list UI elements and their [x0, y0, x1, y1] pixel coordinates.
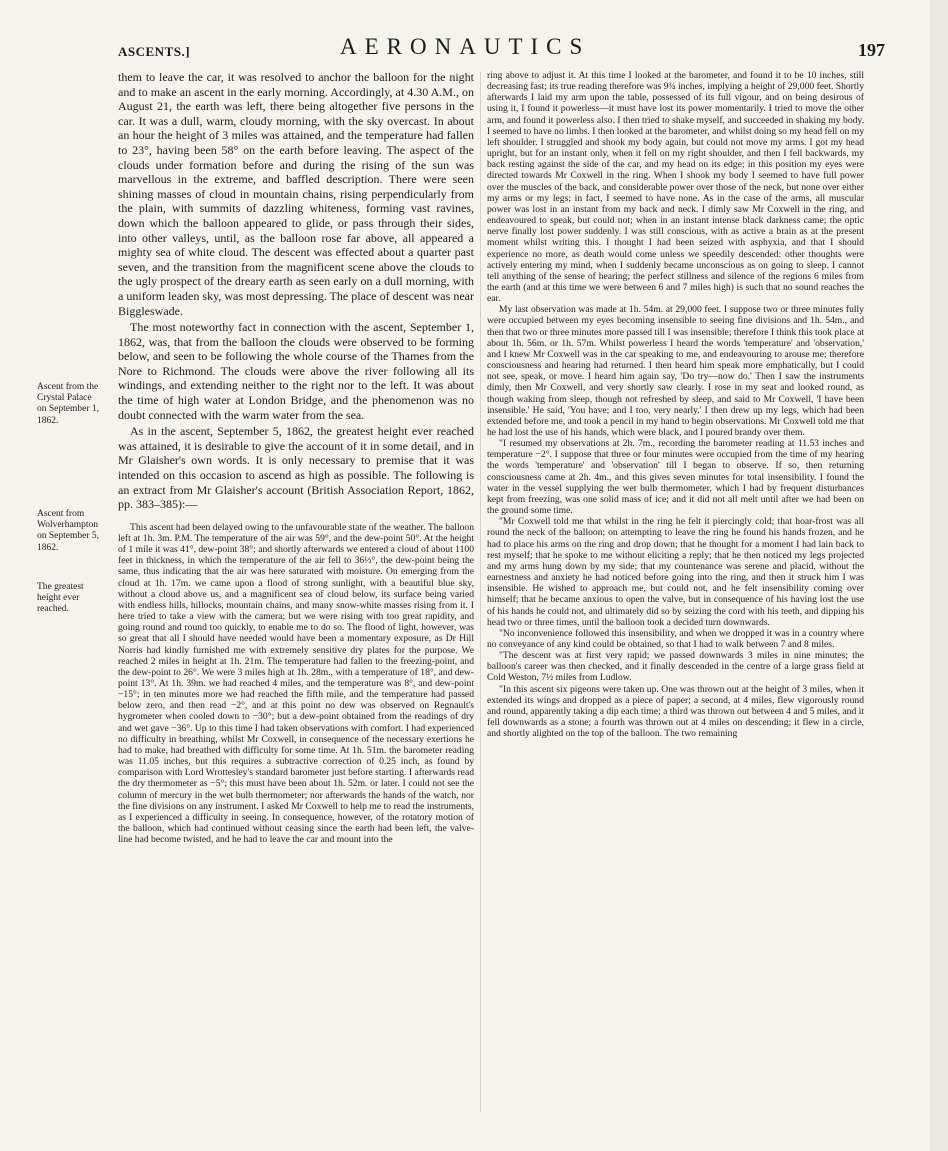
paragraph: The most noteworthy fact in connection with the ascent, September 1, 1862, was, that from the balloon the clouds were observed to be forming below, and seen to be following the whole course of the Thames from the Nore to Richmond. The clouds were above the river following all its windings, and extending neither to the right nor to the left. It was about the time of high water at London Bridge, and the phenomenon was no doubt connected with the warm water from the sea.	[118, 320, 474, 422]
page-number: 197	[858, 40, 885, 60]
paragraph: As in the ascent, September 5, 1862, the greatest height ever reached was attained, it is desirable to give the account of it in some detail, and in Mr Glaisher's own words. It is only necessary to premise that it was intended on this occasion to ascend as high as possible. The following is an extract from Mr Glaisher's account (British Association Report, 1862, pp. 383–385):—	[118, 424, 474, 512]
page-edge-shadow	[930, 0, 948, 1151]
paragraph: them to leave the car, it was resolved to anchor the balloon for the night and to make an ascent in the early morning. Accordingly, at 4.30 A.M., on August 21, the earth was left, there being altogether five persons in the car. It was a dull, warm, cloudy morning, with the sky overcast. In about an hour the height of 3 miles was attained, and the temperature had fallen to 23°, having been 58° on the earth before leaving. The aspect of the clouds under formation before and during the rising of the sun was marvellous in the extreme, and baffled description. There were seen shining masses of cloud in mountain chains, rising perpendicularly from the plain, with summits of dazzling whiteness, forming vast ravines, down which the balloon appeared to glide, or pass through their sides, into other valleys, until, as the balloon rose far above, all appeared a mighty sea of white cloud. The descent was effected about a quarter past seven, and the transition from the magnificent scene above the clouds to the ugly prospect of the dreary earth as seen early on a dull morning, with a uniform leaden sky, was most depressing. The place of descent was near Biggleswade.	[118, 70, 474, 318]
running-head-section: ASCENTS.]	[118, 44, 191, 59]
paragraph: "The descent was at first very rapid; we passed downwards 3 miles in nine minutes; the balloon's career was then checked, and it finally descended in the centre of a large grass field at Cold Weston, 7½ miles from Ludlow.	[487, 650, 864, 684]
paragraph: ring above to adjust it. At this time I looked at the barometer, and found it to be 10 inches, still decreasing fast; its true reading therefore was 9¾ inches, implying a height of 29,000 feet. Shortly afterwards I laid my arm upon the table, possessed of its full vigour, and on being desirous of using it, I found it powerless—it must have lost its power momentarily. I tried to move the other arm, and found it powerless also. I then tried to shake myself, and succeeded in shaking my body. I seemed to have no limbs. I then looked at the barometer, and whilst doing so my head fell on my left shoulder. I struggled and shook my body again, but could not move my arms. I got my head upright, but for an instant only, when it fell on my right shoulder, and then I fell backwards, my back resting against the side of the car, and my head on its edge; in this position my eyes were directed towards Mr Coxwell in the ring. When I shook my body I seemed to have full power over the muscles of the back, and considerable power over those of the neck, but none over either my arms or my legs; in fact, I seemed to have none. As in the case of the arms, all muscular power was lost in an instant from my back and neck. I dimly saw Mr Coxwell in the ring, and endeavoured to speak, but could not; when in an instant intense black darkness came; the optic nerve finally lost power suddenly. I was still conscious, with as active a brain as at the present moment whilst writing this. I thought I had been seized with asphyxia, and that I should experience no more, as death would come unless we speedily descended: other thoughts were actively entering my mind, when I suddenly became unconscious as on going to sleep. I cannot tell anything of the sense of hearing; the perfect stillness and silence of the regions 6 miles from the earth (and at this time we were between 6 and 7 miles high) is such that no sound reaches the ear.	[487, 70, 864, 305]
glaisher-quote: This ascent had been delayed owing to the unfavourable state of the weather. The balloon left at 1h. 3m. P.M. The temperature of the air was 59°, and the dew-point 50°. At the height of 1 mile it was 41°, dew-point 38°; and shortly afterwards we entered a cloud of about 1100 feet in thickness, in which the temperature of the air fell to 36½°, the dew-point being the same, thus indicating that the air was here saturated with moisture. On emerging from the cloud at 1h. 17m. we came upon a flood of strong sunlight, with a beautiful blue sky, without a cloud above us, and a magnificent sea of cloud below, its surface being varied with endless hills, hillocks, mountain chains, and many snow-white masses rising from it. I here tried to take a view with the camera; but we were rising with too great rapidity, and going round and round too quickly, to enable me to do so. The flood of light, however, was so great that all I should have needed would have been a momentary exposure, as Dr Hill Norris had kindly furnished me with extremely sensitive dry plates for the purpose. We reached 2 miles in height at 1h. 21m. The temperature had fallen to the freezing-point, and the dew-point to 26°. We were 3 miles high at 1h. 28m., with a temperature of 18°, and dew-point 13°. At 1h. 39m. we had reached 4 miles, and the temperature was 8°, and dew-point −15°; in ten minutes more we had reached the fifth mile, and the temperature had passed below zero, and then read −2°, and at this point no dew was observed on Regnault's hygrometer when cooled down to −30°; but a dew-point obtained from the readings of dry and wet gave −36°. Up to this time I had taken observations with comfort. I had experienced no difficulty in breathing, whilst Mr Coxwell, in consequence of the necessary exertions he had to make, had breathed with difficulty for some time. At 1h. 51m. the barometer reading was 11.05 inches, but this requires a subtractive correction of 0.25 inch, as found by comparison with Lord Wrottesley's standard barometer just before starting. I afterwards read the dry thermometer as −5°; this must have been about 1h. 52m. or later. I could not see the column of mercury in the wet bulb thermometer; nor afterwards the hands of the watch, nor the fine divisions on any instrument. I asked Mr Coxwell to help me to read the instruments, as I experienced a difficulty in seeing. In consequence, however, of the rotatory motion of the balloon, which had continued without ceasing since the earth had been left, the valve-line had become twisted, and he had to leave the car and mount into the	[118, 521, 474, 846]
running-head-title: AERONAUTICS	[340, 34, 591, 59]
paragraph: "No inconvenience followed this insensibility, and when we dropped it was in a country where no conveyance of any kind could be obtained, so that I had to walk between 7 and 8 miles.	[487, 627, 864, 650]
right-column	[487, 70, 864, 739]
margin-note-greatest-height: The greatest height ever reached.	[37, 582, 84, 615]
margin-note-crystal-palace: Ascent from the Crystal Palace on September 1, 1862.	[37, 382, 100, 426]
margin-note-wolverhampton: Ascent from Wolverhampton on September 5, 1862.	[37, 509, 100, 553]
paragraph: My last observation was made at 1h. 54m. at 29,000 feet. I suppose two or three minutes fully were occupied between my eyes becoming insensible to seeing fine divisions and 1h. 54m., and then that two or three minutes more passed till I was insensible; therefore I think this took place at about 1h. 56m. or 1h. 57m. Whilst powerless I heard the words 'temperature' and 'observation,' and I knew Mr Coxwell was in the car speaking to me, and endeavouring to arouse me; therefore consciousness and hearing had returned. I then heard him speak more emphatically, but I could not see, speak, or move. I heard him again say, 'Do try—now do.' Then I saw the instruments dimly, then Mr Coxwell, and very shortly saw clearly. I rose in my seat and looked round, as though waking from sleep, though not refreshed by sleep, and said to Mr Coxwell, 'I have been insensible.' He said, 'You have; and I too, very nearly.' I then drew up my legs, which had been extended before me, and took a pencil in my hand to begin observations. Mr Coxwell told me that he had lost the use of his hands, which were black, and I poured brandy over them.	[487, 304, 864, 438]
column-divider	[480, 72, 481, 1112]
left-column	[118, 70, 474, 845]
paragraph: "I resumed my observations at 2h. 7m., recording the barometer reading at 11.53 inches and temperature −2°. I suppose that three or four minutes were occupied from the time of my hearing the words 'temperature' and 'observation' till I began to observe. If so, then returning consciousness came at 2h. 4m., and this gives seven minutes for total insensibility. I found the water in the vessel supplying the wet bulb thermometer, which I had by frequent disturbances kept from freezing, was one solid mass of ice; and it did not all melt until after we had been on the ground some time.	[487, 438, 864, 517]
paragraph: "In this ascent six pigeons were taken up. One was thrown out at the height of 3 miles, when it extended its wings and dropped as a piece of paper; a second, at 4 miles, flew vigorously round and round, apparently taking a dip each time; a third was thrown out between 4 and 5 miles, and it fell downwards as a stone; a fourth was thrown out at 4 miles on descending; it flew in a circle, and shortly alighted on the top of the balloon. The two remaining	[487, 683, 864, 740]
paragraph: "Mr Coxwell told me that whilst in the ring he felt it piercingly cold; that hoar-frost was all round the neck of the balloon; on attempting to leave the ring he found his hands frozen, and he had to place his arms on the ring and drop down; that he thought for a moment I had lain back to rest myself; that he spoke to me without eliciting a reply; that he then noticed my legs projected and my arms hung down by my side; that my countenance was serene and placid, without the earnestness and anxiety he had noticed before going into the ring, and then it struck him I was insensible. He wished to approach me, but could not, and he felt insensibility coming over himself; that he became anxious to open the valve, but in consequence of his having lost the use of his hands he could not, and ultimately did so by seizing the cord with his teeth, and dipping his head two or three times, until the balloon took a decided turn downwards.	[487, 516, 864, 628]
